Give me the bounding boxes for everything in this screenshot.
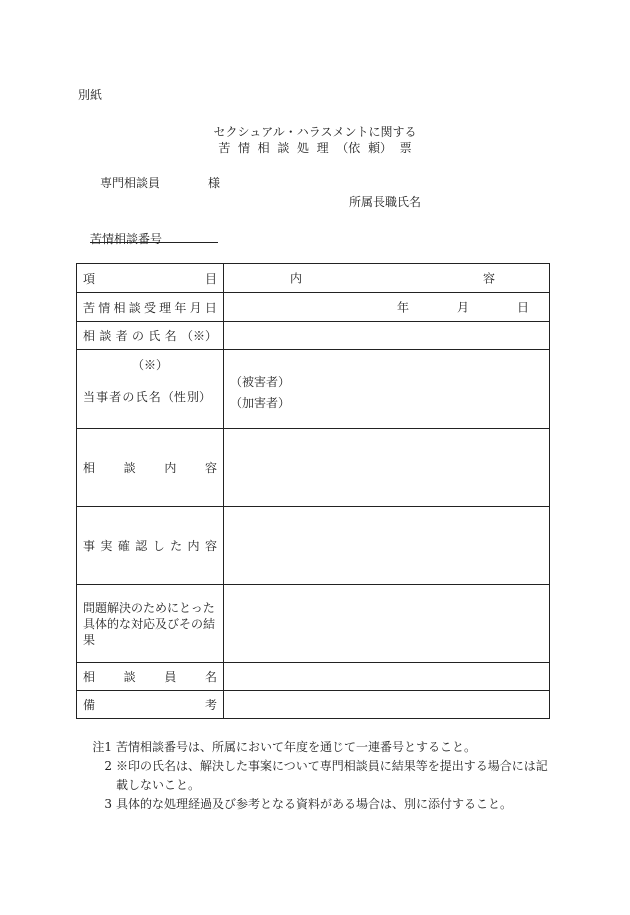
form-title-line2: 苦 情 相 談 処 理 （依 頼） 票: [218, 141, 412, 155]
honorific-label: 様: [208, 176, 221, 190]
consultant-name-label: 相 談 者 の 氏 名 （※）: [77, 322, 224, 350]
table-row-date: [77, 293, 550, 322]
content-header: 内 容: [224, 264, 550, 293]
date-field[interactable]: [224, 293, 550, 322]
victim-label: （被害者）: [230, 375, 291, 389]
table-row-facts: [77, 507, 550, 585]
consultation-number-label: 苦情相談番号: [90, 232, 163, 246]
item-header: 項 目: [77, 264, 224, 293]
table-row-parties: [77, 350, 550, 429]
remedy-label: 問題解決のためにとった具体的な対応及びその結果: [77, 585, 224, 663]
counselor-label: 相 談 員 名: [77, 663, 224, 691]
table-header-row: [77, 264, 550, 293]
annex-label: 別紙: [78, 88, 103, 102]
day-unit: 日: [517, 300, 530, 315]
parties-field[interactable]: [224, 350, 550, 429]
offender-label: （加害者）: [230, 396, 291, 410]
year-unit: 年: [397, 300, 410, 315]
note-item: 注1 苦情相談番号は、所属において年度を通じて一連番号とすること。: [92, 740, 477, 754]
remedy-field[interactable]: [224, 585, 550, 663]
month-unit: 月: [457, 300, 470, 315]
consultation-form-table: [76, 263, 550, 719]
counselor-field[interactable]: [224, 663, 550, 691]
content-field[interactable]: [224, 429, 550, 507]
sender-label: 所属長職氏名: [349, 195, 422, 209]
addressee-label: 専門相談員: [100, 176, 161, 190]
table-row-remedy: [77, 585, 550, 663]
table-row-counselor: [77, 663, 550, 691]
date-label: 苦 情 相 談 受 理 年 月 日: [77, 293, 224, 322]
table-row-remarks: [77, 691, 550, 719]
parties-label: （※） 当 事 者 の 氏 名 （性 別）: [77, 350, 224, 429]
remarks-field[interactable]: [224, 691, 550, 719]
consultant-name-field[interactable]: [224, 322, 550, 350]
consultation-number-field[interactable]: [90, 242, 218, 243]
notes: [88, 738, 558, 814]
remarks-label: 備 考: [77, 691, 224, 719]
note-item: 3 具体的な処理経過及び参考となる資料がある場合は、別に添付すること。: [104, 797, 513, 811]
facts-label: 事 実 確 認 し た 内 容: [77, 507, 224, 585]
facts-field[interactable]: [224, 507, 550, 585]
content-label: 相 談 内 容: [77, 429, 224, 507]
form-title-line1: セクシュアル・ハラスメントに関する: [213, 125, 417, 139]
table-row-content: [77, 429, 550, 507]
note-item: 2 ※印の氏名は、解決した事案について専門相談員に結果等を提出する場合には記載しないこと。: [104, 759, 548, 792]
table-row-consultant: [77, 322, 550, 350]
